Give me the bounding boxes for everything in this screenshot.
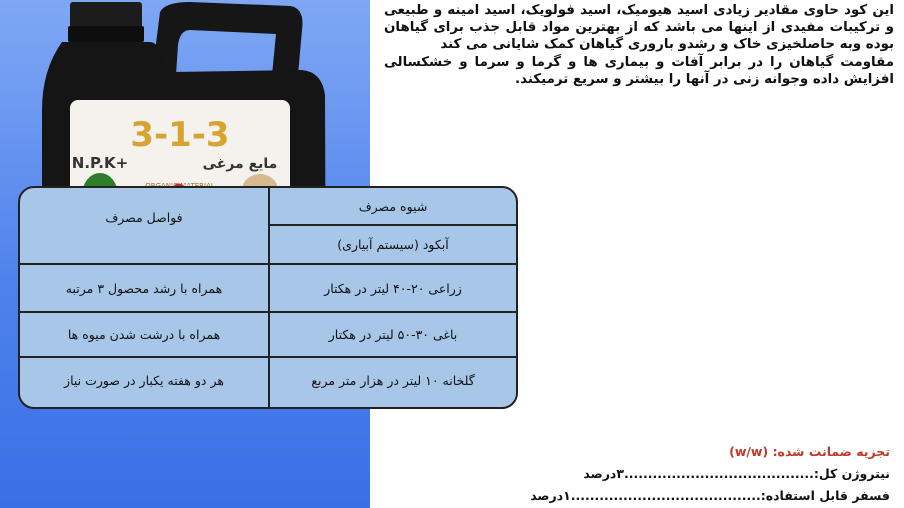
table-row-3-method: گلخانه ۱۰ لیتر در هزار متر مربع [311, 373, 475, 388]
product-name-text: مایع مرغی [202, 156, 278, 172]
nitrogen-value: ........................................۳درصد [583, 466, 814, 481]
table-row-3-interval: هر دو هفته یکبار در صورت نیاز [64, 373, 224, 388]
subheader-method: آبکود (سیستم آبیاری) [337, 237, 449, 252]
description-text-2: مقاومت گیاهان را در برابر آفات و بیماری ها و گرما و سرما و خشکسالی افزایش داده وجوانه زنی در آنها را بیشتر و سریع ترمیکند. [384, 54, 894, 87]
table-row-1-method: زراعی ۲۰-۴۰ لیتر در هکتار [324, 280, 462, 296]
usage-table [18, 186, 518, 409]
table-row-2-interval: همراه با درشت شدن میوه ها [67, 327, 221, 342]
description-text-1: این کود حاوی مقادیر زیادی اسید هیومیک، اسید فولویک، اسید امینه و طبیعی و ترکیبات مفیدی از اینها می باشد که از بهترین مواد قابل جذب برای گیاهان بوده وبه حاصلخیزی خاک و رشدو باروری گیاهان کمک شایانی می کند [384, 3, 894, 53]
guaranteed-analysis [390, 444, 890, 503]
ratio-text: 3-1-3 [130, 115, 230, 155]
header-method: شیوه مصرف [358, 198, 428, 214]
table-row-1-interval: همراه با رشد محصول ۳ مرتبه [65, 280, 223, 296]
nitrogen-label: نیتروژن کل: [813, 466, 890, 481]
analysis-title: تجزیه ضمانت شده: [772, 444, 890, 459]
phosphorus-label: فسفر قابل استفاده: [760, 488, 890, 503]
header-interval: فواصل مصرف [105, 210, 183, 225]
description-paragraph [384, 2, 894, 88]
phosphorus-value: ........................................۱درصد [530, 488, 761, 503]
npk-text: N.P.K+ [71, 154, 129, 172]
analysis-unit: (w/w) [729, 444, 769, 459]
table-row-2-method: باغی ۳۰-۵۰ لیتر در هکتار [328, 327, 458, 342]
